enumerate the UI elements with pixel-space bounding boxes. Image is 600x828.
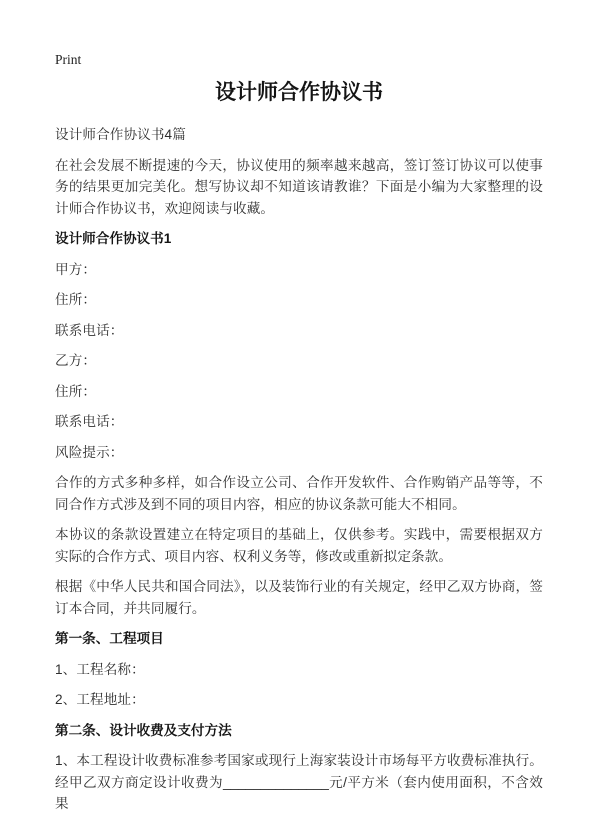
party-a-phone-label: 联系电话： [55, 322, 124, 338]
risk-paragraph-3: 根据《中华人民共和国合同法》，以及装饰行业的有关规定，经甲乙双方协商，签订本合同，并共同履行。 [55, 579, 543, 616]
print-row [55, 51, 543, 74]
party-b-address-label: 住所： [55, 383, 97, 399]
intro-paragraph: 在社会发展不断提速的今天，协议使用的频率越来越高，签订签订协议可以使事务的结果更加完美化。想写协议却不知道该请教谁？下面是小编为大家整理的设计师合作协议书，欢迎阅读与收藏。 [55, 157, 543, 216]
agreement-1-heading: 设计师合作协议书1 [55, 231, 172, 246]
party-a-address-label: 住所： [55, 292, 97, 307]
article-1-heading: 第一条、工程项目 [55, 631, 164, 646]
article-2-item-1 [55, 750, 543, 815]
article-2-heading: 第二条、设计收费及支付方法 [55, 722, 232, 738]
article-2-item-1-text-before-blank: 1、本工程设计收费标准参考国家或现行上海家装设计市场每平方收费标准执行。经甲乙双方商定设计收费为 [55, 753, 543, 790]
article-2-item-1-text-after-blank: 元/平方米（套内使用面积，不含效果 [55, 774, 543, 811]
risk-paragraph-2: 本协议的条款设置建立在特定项目的基础上，仅供参考。实践中，需要根据双方实际的合作方式、项目内容、权利义务等，修改或重新拟定条款。 [55, 527, 543, 564]
risk-notice-label: 风险提示： [55, 444, 124, 460]
risk-paragraph-1: 合作的方式多种多样，如合作设立公司、合作开发软件、合作购销产品等等，不同合作方式涉及到不同的项目内容，相应的协议条款可能大不相同。 [55, 475, 543, 512]
article-1-item-1: 1、工程名称： [55, 661, 145, 677]
article-1-item-2: 2、工程地址： [55, 692, 145, 707]
document-title: 设计师合作协议书 [215, 81, 383, 104]
party-b-label: 乙方： [55, 353, 97, 368]
fee-blank-line: ______________ [222, 774, 329, 790]
party-b-phone-label: 联系电话： [55, 414, 124, 429]
party-a-label: 甲方： [55, 261, 97, 277]
print-link[interactable]: Print [55, 52, 82, 67]
document-subtitle: 设计师合作协议书4篇 [55, 127, 186, 142]
